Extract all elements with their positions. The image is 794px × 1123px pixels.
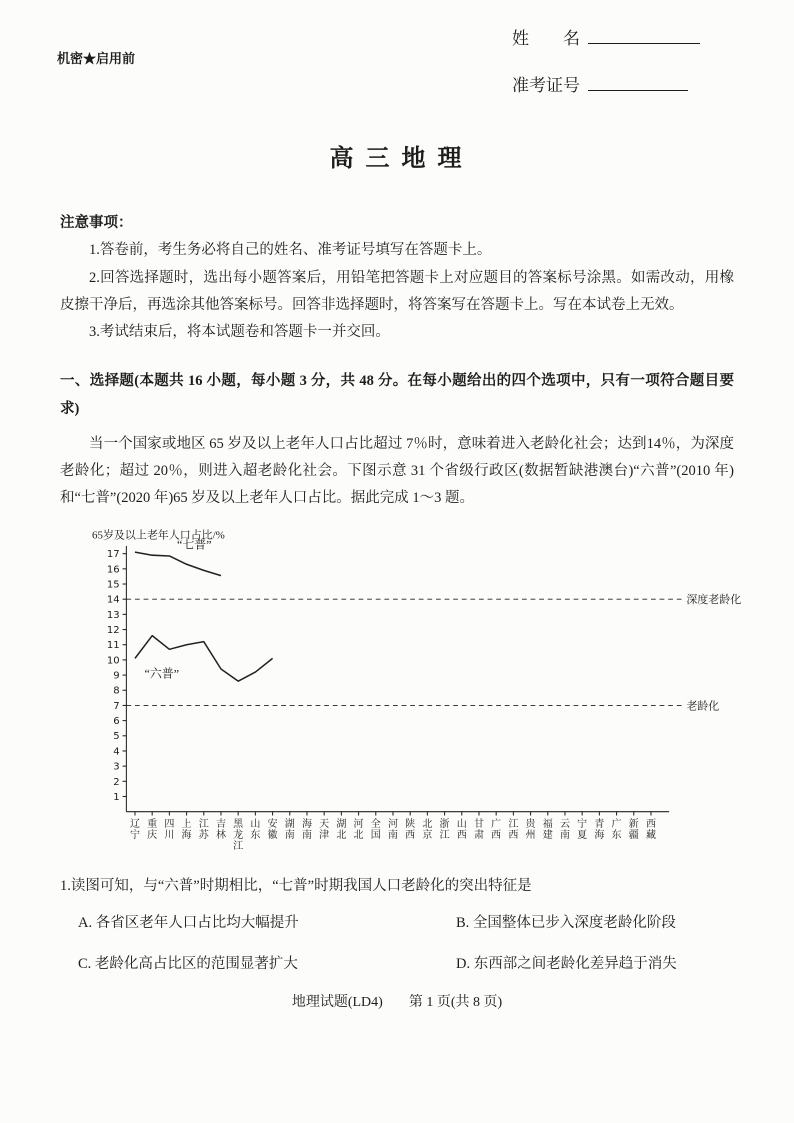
svg-text:贵: 贵 — [525, 818, 536, 830]
svg-text:北: 北 — [353, 829, 364, 841]
svg-text:西: 西 — [645, 818, 656, 830]
svg-text:湖: 湖 — [336, 818, 347, 830]
svg-text:江: 江 — [508, 818, 519, 830]
name-field-row — [512, 24, 700, 49]
svg-text:山: 山 — [456, 818, 467, 830]
y-axis-title: 65岁及以上老年人口占比/% — [91, 528, 225, 541]
svg-text:陕: 陕 — [405, 818, 416, 830]
svg-text:重: 重 — [147, 818, 158, 830]
svg-text:10: 10 — [106, 654, 120, 666]
name-blank — [588, 26, 700, 44]
svg-text:江: 江 — [198, 818, 209, 830]
option-d: D. 东西部之间老龄化差异趋于消失 — [456, 956, 677, 972]
footer-page-number: 第 1 页(共 8 页) — [408, 995, 503, 1011]
svg-text:东: 东 — [250, 829, 261, 841]
svg-text:12: 12 — [106, 624, 120, 636]
population-aging-line-chart — [84, 525, 744, 869]
svg-text:5: 5 — [113, 730, 120, 742]
svg-text:藏: 藏 — [645, 829, 656, 841]
question-1-options — [78, 910, 734, 979]
svg-text:京: 京 — [422, 829, 433, 841]
svg-text:海: 海 — [594, 829, 605, 841]
svg-text:西: 西 — [456, 829, 467, 841]
svg-text:上: 上 — [181, 818, 192, 830]
svg-text:湖: 湖 — [284, 818, 295, 830]
svg-text:2: 2 — [113, 776, 120, 788]
notes-heading: 注意事项： — [60, 215, 133, 231]
svg-text:13: 13 — [106, 609, 120, 621]
svg-text:南: 南 — [559, 829, 570, 841]
svg-text:龙: 龙 — [233, 829, 244, 841]
svg-text:7: 7 — [113, 700, 120, 712]
svg-text:庆: 庆 — [147, 829, 158, 841]
svg-text:6: 6 — [113, 715, 120, 727]
svg-text:黑: 黑 — [233, 818, 244, 830]
svg-text:甘: 甘 — [473, 818, 484, 830]
svg-text:青: 青 — [594, 818, 605, 830]
svg-text:云: 云 — [559, 818, 570, 830]
svg-text:江: 江 — [439, 829, 450, 841]
aging-chart-wrap — [84, 525, 742, 869]
svg-text:夏: 夏 — [577, 829, 588, 841]
svg-text:16: 16 — [106, 563, 120, 575]
header-fields — [512, 24, 700, 118]
page-footer — [60, 990, 734, 1016]
svg-text:9: 9 — [113, 670, 120, 682]
svg-text:疆: 疆 — [628, 829, 639, 841]
series-label-六普: “六普” — [144, 666, 180, 681]
svg-text:建: 建 — [542, 829, 553, 841]
footer-paper-name: 地理试题(LD4) — [291, 995, 383, 1011]
svg-text:11: 11 — [106, 639, 120, 651]
svg-text:北: 北 — [336, 829, 347, 841]
svg-text:宁: 宁 — [129, 829, 140, 841]
svg-text:17: 17 — [106, 548, 120, 560]
name-label: 姓 名 — [512, 29, 580, 48]
svg-text:全: 全 — [370, 818, 381, 830]
option-b: B. 全国整体已步入深度老龄化阶段 — [456, 914, 676, 931]
svg-text:浙: 浙 — [439, 818, 450, 830]
section-one-heading: 一、选择题(本题共 16 小题，每小题 3 分，共 48 分。在每小题给出的四个选项中，只有一项符合题目要求) — [60, 373, 734, 417]
svg-text:14: 14 — [106, 594, 120, 606]
notes-item-1: 1.答卷前，考生务必将自己的姓名、准考证号填写在答题卡上。 — [89, 242, 492, 259]
svg-text:徽: 徽 — [267, 829, 278, 841]
svg-text:国: 国 — [370, 829, 381, 841]
svg-text:广: 广 — [491, 818, 502, 830]
svg-text:津: 津 — [319, 829, 330, 841]
svg-text:新: 新 — [628, 818, 639, 830]
svg-text:8: 8 — [113, 685, 120, 697]
svg-text:1: 1 — [113, 791, 120, 803]
svg-text:南: 南 — [284, 829, 295, 841]
reference-line-label: 深度老龄化 — [686, 593, 742, 606]
option-a: A. 各省区老年人口占比均大幅提升 — [78, 914, 299, 931]
confidential-marking: 机密★启用前 — [57, 51, 136, 66]
svg-text:海: 海 — [181, 829, 192, 841]
svg-text:福: 福 — [542, 818, 553, 830]
svg-text:西: 西 — [508, 829, 519, 841]
svg-text:15: 15 — [106, 578, 120, 590]
svg-text:西: 西 — [405, 829, 416, 841]
svg-text:3: 3 — [113, 761, 120, 773]
svg-text:西: 西 — [491, 829, 502, 841]
svg-text:吉: 吉 — [215, 818, 226, 830]
svg-text:河: 河 — [353, 818, 364, 830]
series-label-七普: “七普” — [177, 536, 212, 551]
ticket-field-row — [512, 71, 700, 96]
page-title: 高 三 地 理 — [329, 146, 465, 172]
svg-text:辽: 辽 — [129, 818, 140, 830]
svg-text:东: 东 — [611, 829, 622, 841]
svg-text:河: 河 — [387, 818, 398, 830]
ticket-label: 准考证号 — [512, 76, 580, 95]
reference-line-label: 老龄化 — [686, 699, 720, 712]
svg-text:江: 江 — [233, 840, 244, 852]
series-七普 — [135, 552, 221, 576]
svg-text:四: 四 — [164, 818, 175, 830]
svg-text:肃: 肃 — [473, 829, 484, 841]
svg-text:广: 广 — [611, 818, 622, 830]
option-c: C. 老龄化高占比区的范围显著扩大 — [78, 956, 298, 972]
question-group-intro: 当一个国家或地区 65 岁及以上老年人口占比超过 7％时，意味着进入老龄化社会；达到14％，为深度老龄化；超过 20％，则进入超老龄化社会。下图示意 31 个省级行政区(数据暂缺港澳台)“六普”(2010 年)和“七普”(2020 年)65 岁及以上老年人口占比。据此完成 1～3 题。 — [60, 435, 734, 507]
svg-text:林: 林 — [215, 829, 226, 841]
svg-text:宁: 宁 — [577, 818, 588, 830]
svg-text:苏: 苏 — [198, 829, 209, 841]
paper-content — [60, 210, 742, 1017]
notes-item-2: 2.回答选择题时，选出每小题答案后，用铅笔把答题卡上对应题目的答案标号涂黑。如需改动，用橡皮擦干净后，再选涂其他答案标号。回答非选择题时，将答案写在答题卡上。写在本试卷上无效。 — [60, 269, 734, 313]
svg-text:安: 安 — [267, 818, 278, 830]
svg-text:山: 山 — [250, 818, 261, 830]
svg-text:海: 海 — [301, 818, 312, 830]
ticket-blank — [588, 73, 688, 91]
svg-text:南: 南 — [387, 829, 398, 841]
notes-item-3: 3.考试结束后，将本试题卷和答题卡一并交回。 — [89, 324, 390, 340]
svg-text:天: 天 — [319, 818, 330, 830]
svg-text:北: 北 — [422, 818, 433, 830]
svg-text:川: 川 — [164, 829, 175, 841]
svg-text:州: 州 — [525, 829, 536, 841]
svg-text:4: 4 — [113, 745, 120, 757]
question-1-text: 1.读图可知，与“六普”时期相比，“七普”时期我国人口老龄化的突出特征是 — [60, 877, 532, 894]
svg-text:南: 南 — [301, 829, 312, 841]
